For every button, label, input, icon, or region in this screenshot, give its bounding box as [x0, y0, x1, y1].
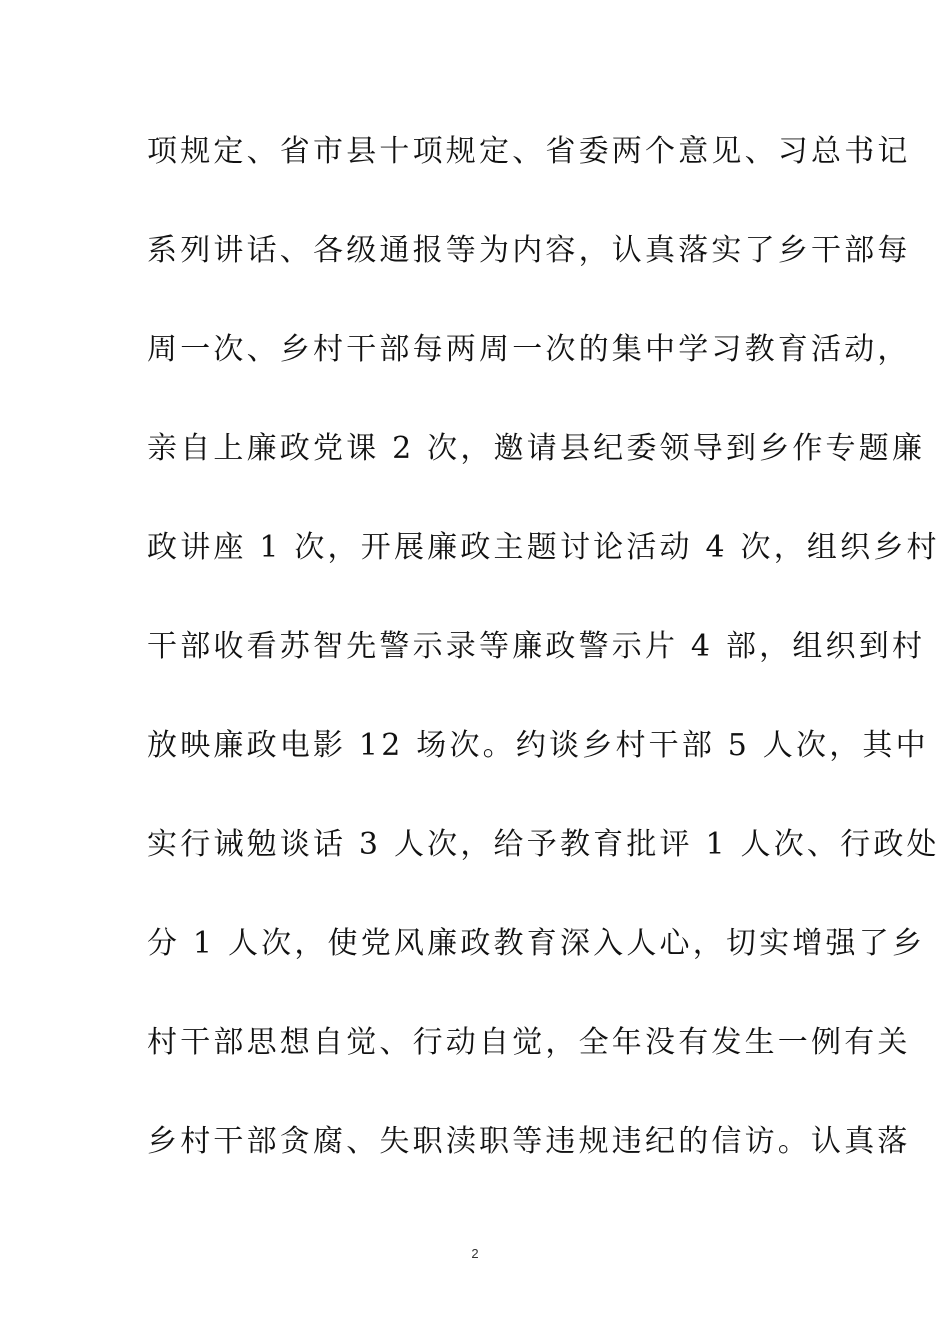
- text-line: 村干部思想自觉、行动自觉，全年没有发生一例有关: [147, 1025, 911, 1060]
- page-number: 2: [471, 1246, 479, 1261]
- text-line: 政讲座 1 次，开展廉政主题讨论活动 4 次，组织乡村: [147, 530, 940, 565]
- text-line: 项规定、省市县十项规定、省委两个意见、习总书记: [147, 134, 911, 169]
- text-line: 周一次、乡村干部每两周一次的集中学习教育活动，: [147, 332, 911, 367]
- text-line: 分 1 人次，使党风廉政教育深入人心，切实增强了乡: [147, 926, 926, 961]
- text-line: 实行诫勉谈话 3 人次，给予教育批评 1 人次、行政处: [147, 827, 940, 862]
- text-line: 系列讲话、各级通报等为内容，认真落实了乡干部每: [147, 233, 911, 268]
- text-line: 亲自上廉政党课 2 次，邀请县纪委领导到乡作专题廉: [147, 431, 926, 466]
- text-line: 乡村干部贪腐、失职渎职等违规违纪的信访。认真落: [147, 1124, 911, 1159]
- text-line: 放映廉政电影 12 场次。约谈乡村干部 5 人次，其中: [147, 728, 929, 763]
- text-line: 干部收看苏智先警示录等廉政警示片 4 部，组织到村: [147, 629, 926, 664]
